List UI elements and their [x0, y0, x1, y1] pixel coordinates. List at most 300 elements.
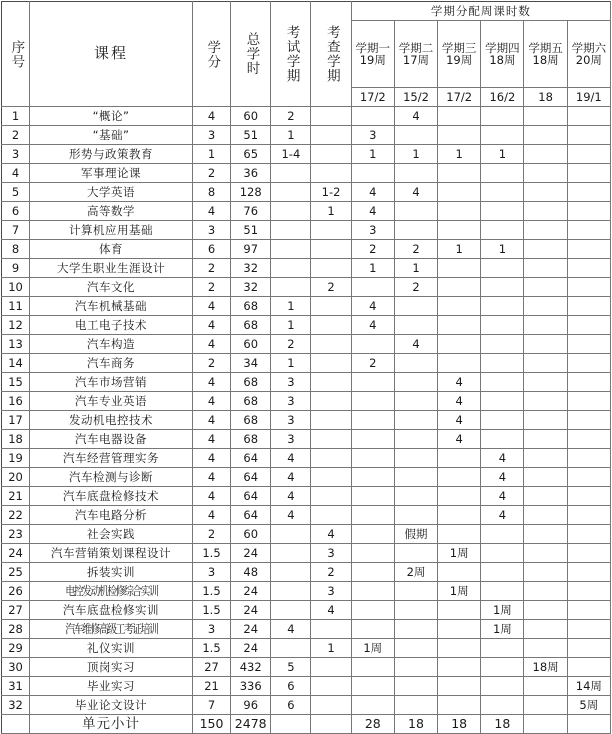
cell-semester-5	[524, 506, 567, 525]
cell-total-hours: 60	[231, 525, 271, 544]
cell-semester-3	[438, 658, 481, 677]
cell-semester-6: 14周	[567, 677, 610, 696]
cell-credit: 1.5	[192, 639, 230, 658]
cell-semester-1	[351, 392, 394, 411]
cell-semester-6	[567, 411, 610, 430]
cell-semester-1	[351, 658, 394, 677]
header-label-check-term: 考查学期	[323, 25, 340, 83]
cell-total-hours: 60	[231, 107, 271, 126]
cell-row-number: 11	[2, 297, 30, 316]
cell-semester-5	[524, 449, 567, 468]
cell-check-term	[311, 107, 351, 126]
cell-semester-3	[438, 601, 481, 620]
cell-semester-4: 1	[481, 240, 524, 259]
header-cell-total-hours	[231, 2, 271, 107]
cell-row-number: 1	[2, 107, 30, 126]
cell-semester-5	[524, 316, 567, 335]
cell-semester-2	[394, 658, 437, 677]
cell-semester-6	[567, 145, 610, 164]
cell-check-term	[311, 259, 351, 278]
header-label-credit: 学分	[204, 39, 221, 69]
cell-semester-5	[524, 544, 567, 563]
cell-total-hours: 68	[231, 373, 271, 392]
table-row	[2, 601, 611, 620]
cell-semester-2	[394, 449, 437, 468]
cell-semester-3	[438, 221, 481, 240]
table-row	[2, 316, 611, 335]
cell-course-name: 汽车电路分析	[30, 506, 193, 525]
header-row-group	[2, 2, 611, 21]
cell-row-number: 14	[2, 354, 30, 373]
cell-semester-2	[394, 202, 437, 221]
cell-check-term: 1	[311, 202, 351, 221]
semester-name: 学期四	[485, 40, 520, 55]
cell-semester-1	[351, 107, 394, 126]
cell-total-hours: 68	[231, 297, 271, 316]
header-cell-semester-1	[351, 21, 394, 88]
cell-total-hours: 48	[231, 563, 271, 582]
cell-exam-term: 3	[271, 430, 311, 449]
cell-credit: 8	[192, 183, 230, 202]
table-row	[2, 449, 611, 468]
cell-course-name: 汽车电器设备	[30, 430, 193, 449]
cell-semester-2	[394, 373, 437, 392]
cell-exam-term	[271, 221, 311, 240]
cell-exam-term	[271, 639, 311, 658]
cell-semester-2	[394, 544, 437, 563]
cell-semester-1	[351, 677, 394, 696]
table-row	[2, 582, 611, 601]
cell-check-term	[311, 316, 351, 335]
cell-semester-1: 4	[351, 316, 394, 335]
cell-exam-term: 1-4	[271, 145, 311, 164]
cell-credit: 4	[192, 297, 230, 316]
cell-credit: 3	[192, 620, 230, 639]
cell-check-term	[311, 145, 351, 164]
cell-credit: 2	[192, 259, 230, 278]
cell-semester-3	[438, 126, 481, 145]
cell-semester-6	[567, 297, 610, 316]
cell-row-number: 21	[2, 487, 30, 506]
cell-total-hours: 64	[231, 449, 271, 468]
cell-course-name: 汽车机械基础	[30, 297, 193, 316]
cell-semester-4	[481, 544, 524, 563]
cell-semester-5	[524, 354, 567, 373]
cell-exam-term: 3	[271, 373, 311, 392]
cell-semester-6	[567, 468, 610, 487]
cell-semester-4: 4	[481, 468, 524, 487]
cell-credit: 4	[192, 392, 230, 411]
cell-row-number: 2	[2, 126, 30, 145]
cell-semester-3	[438, 696, 481, 715]
cell-exam-term: 4	[271, 468, 311, 487]
cell-total-hours: 68	[231, 316, 271, 335]
cell-total-hours: 76	[231, 202, 271, 221]
cell-semester-3	[438, 202, 481, 221]
cell-total-label: 单元小计	[30, 715, 193, 734]
cell-semester-6	[567, 620, 610, 639]
cell-semester-3: 1周	[438, 582, 481, 601]
cell-exam-term	[271, 582, 311, 601]
cell-total-hours: 97	[231, 240, 271, 259]
course-schedule-sheet	[0, 1, 612, 732]
semester-name: 学期五	[528, 40, 563, 55]
cell-exam-term	[271, 202, 311, 221]
cell-check-term	[311, 240, 351, 259]
cell-semester-2: 2	[394, 278, 437, 297]
cell-semester-2: 1	[394, 259, 437, 278]
cell-semester-6	[567, 354, 610, 373]
cell-credit: 4	[192, 468, 230, 487]
cell-total-hours: 24	[231, 544, 271, 563]
cell-course-name: 顶岗实习	[30, 658, 193, 677]
cell-semester-4: 4	[481, 506, 524, 525]
cell-total-hours: 64	[231, 468, 271, 487]
cell-semester-5	[524, 259, 567, 278]
cell-semester-3: 4	[438, 411, 481, 430]
cell-credit: 3	[192, 221, 230, 240]
cell-semester-5	[524, 183, 567, 202]
table-row	[2, 639, 611, 658]
cell-semester-2: 4	[394, 335, 437, 354]
cell-semester-5	[524, 335, 567, 354]
semester-weeks: 17周	[402, 53, 430, 67]
cell-semester-5	[524, 373, 567, 392]
cell-credit: 4	[192, 430, 230, 449]
table-row	[2, 126, 611, 145]
cell-row-number: 9	[2, 259, 30, 278]
cell-check-term	[311, 620, 351, 639]
cell-semester-2	[394, 221, 437, 240]
cell-semester-4	[481, 582, 524, 601]
cell-semester-1	[351, 373, 394, 392]
cell-semester-5	[524, 145, 567, 164]
cell-semester-5	[524, 164, 567, 183]
cell-total-hours: 432	[231, 658, 271, 677]
cell-row-number: 13	[2, 335, 30, 354]
table-row	[2, 411, 611, 430]
cell-course-name: 礼仪实训	[30, 639, 193, 658]
header-cell-semester-6	[567, 21, 610, 88]
cell-semester-3	[438, 677, 481, 696]
cell-total-hours: 336	[231, 677, 271, 696]
cell-total-semester-3: 18	[438, 715, 481, 734]
cell-course-name: 高等数学	[30, 202, 193, 221]
cell-semester-5	[524, 639, 567, 658]
cell-credit: 6	[192, 240, 230, 259]
cell-check-term: 1-2	[311, 183, 351, 202]
cell-row-number: 17	[2, 411, 30, 430]
cell-total-credit: 150	[192, 715, 230, 734]
cell-exam-term	[271, 525, 311, 544]
cell-total-hours: 32	[231, 278, 271, 297]
table-row	[2, 487, 611, 506]
cell-semester-2	[394, 639, 437, 658]
cell-semester-2	[394, 506, 437, 525]
semester-name: 学期二	[398, 40, 434, 55]
table-row	[2, 544, 611, 563]
cell-course-name: 计算机应用基础	[30, 221, 193, 240]
cell-exam-term	[271, 164, 311, 183]
cell-semester-5	[524, 126, 567, 145]
cell-semester-4	[481, 278, 524, 297]
cell-check-term	[311, 430, 351, 449]
cell-semester-5	[524, 202, 567, 221]
cell-semester-3	[438, 449, 481, 468]
cell-semester-3	[438, 506, 481, 525]
cell-course-name: “概论”	[30, 107, 193, 126]
cell-course-name: 体育	[30, 240, 193, 259]
cell-total-hours: 64	[231, 506, 271, 525]
cell-semester-4: 4	[481, 487, 524, 506]
semester-name: 学期三	[441, 40, 477, 55]
cell-exam-term: 4	[271, 620, 311, 639]
table-body	[2, 107, 611, 734]
table-row	[2, 183, 611, 202]
cell-course-name: 汽车营销策划课程设计	[30, 544, 193, 563]
cell-row-number: 16	[2, 392, 30, 411]
cell-semester-4	[481, 563, 524, 582]
cell-semester-1	[351, 601, 394, 620]
cell-credit: 4	[192, 506, 230, 525]
cell-semester-2	[394, 468, 437, 487]
cell-credit: 2	[192, 354, 230, 373]
cell-semester-2: 4	[394, 183, 437, 202]
cell-semester-6	[567, 259, 610, 278]
cell-semester-6	[567, 506, 610, 525]
cell-course-name: 毕业论文设计	[30, 696, 193, 715]
cell-check-term	[311, 658, 351, 677]
cell-check-term	[311, 449, 351, 468]
cell-semester-4	[481, 658, 524, 677]
semester-weeks: 19周	[446, 53, 473, 67]
cell-row-number: 6	[2, 202, 30, 221]
cell-exam-term: 4	[271, 506, 311, 525]
cell-semester-5: 18周	[524, 658, 567, 677]
cell-total-hours: 65	[231, 145, 271, 164]
cell-semester-5	[524, 411, 567, 430]
cell-row-number: 28	[2, 620, 30, 639]
cell-semester-6	[567, 335, 610, 354]
cell-semester-4	[481, 677, 524, 696]
cell-semester-5	[524, 278, 567, 297]
cell-check-term	[311, 221, 351, 240]
cell-semester-4	[481, 639, 524, 658]
cell-check-term: 2	[311, 278, 351, 297]
cell-semester-6	[567, 487, 610, 506]
cell-row-number: 30	[2, 658, 30, 677]
cell-semester-1: 1	[351, 145, 394, 164]
cell-exam-term	[271, 544, 311, 563]
cell-course-name: 汽车维修高级工考证培训	[44, 620, 177, 639]
cell-semester-3	[438, 639, 481, 658]
cell-semester-5	[524, 487, 567, 506]
cell-semester-6: 5周	[567, 696, 610, 715]
cell-semester-5	[524, 696, 567, 715]
cell-semester-2: 1	[394, 145, 437, 164]
cell-row-number: 31	[2, 677, 30, 696]
cell-semester-6	[567, 525, 610, 544]
cell-semester-3: 1周	[438, 544, 481, 563]
cell-row-number: 3	[2, 145, 30, 164]
cell-semester-1: 2	[351, 354, 394, 373]
cell-semester-5	[524, 107, 567, 126]
cell-total-hours: 34	[231, 354, 271, 373]
cell-row-number: 5	[2, 183, 30, 202]
cell-check-term: 3	[311, 544, 351, 563]
cell-course-name: 大学生职业生涯设计	[30, 259, 193, 278]
cell-semester-3	[438, 354, 481, 373]
cell-check-term	[311, 411, 351, 430]
table-row	[2, 620, 611, 639]
cell-semester-4	[481, 392, 524, 411]
cell-semester-3	[438, 335, 481, 354]
cell-semester-4	[481, 316, 524, 335]
cell-total-semester-5	[524, 715, 567, 734]
cell-semester-2	[394, 677, 437, 696]
header-cell-exam-term	[271, 2, 311, 107]
cell-semester-3	[438, 487, 481, 506]
cell-total-check-term	[311, 715, 351, 734]
semester-ratio-5: 18	[524, 88, 567, 107]
cell-exam-term	[271, 259, 311, 278]
cell-credit: 1.5	[192, 544, 230, 563]
cell-credit: 1.5	[192, 582, 230, 601]
cell-credit: 2	[192, 525, 230, 544]
cell-semester-4	[481, 107, 524, 126]
table-row	[2, 259, 611, 278]
cell-semester-4	[481, 525, 524, 544]
cell-check-term	[311, 506, 351, 525]
cell-row-number: 26	[2, 582, 30, 601]
cell-credit: 2	[192, 278, 230, 297]
cell-check-term	[311, 468, 351, 487]
cell-semester-5	[524, 620, 567, 639]
table-row	[2, 392, 611, 411]
cell-semester-3	[438, 316, 481, 335]
cell-semester-3	[438, 107, 481, 126]
cell-course-name: 形势与政策教育	[30, 145, 193, 164]
cell-semester-1	[351, 278, 394, 297]
header-cell-check-term	[311, 2, 351, 107]
cell-semester-2	[394, 126, 437, 145]
cell-total-semester-4: 18	[481, 715, 524, 734]
semester-name: 学期一	[355, 40, 391, 55]
cell-semester-1: 3	[351, 126, 394, 145]
semester-ratio-6: 19/1	[567, 88, 610, 107]
header-label-total-hours: 总学时	[243, 32, 260, 76]
table-row	[2, 221, 611, 240]
semester-name: 学期六	[571, 40, 607, 55]
cell-course-name: 汽车构造	[30, 335, 193, 354]
header-cell-group-title: 学期分配周课时数	[351, 2, 610, 21]
cell-check-term	[311, 487, 351, 506]
cell-semester-5	[524, 297, 567, 316]
cell-exam-term: 6	[271, 696, 311, 715]
cell-semester-1: 1周	[351, 639, 394, 658]
cell-exam-term: 3	[271, 392, 311, 411]
cell-semester-6	[567, 240, 610, 259]
cell-total-hours: 36	[231, 164, 271, 183]
semester-ratio-2: 15/2	[394, 88, 437, 107]
cell-semester-4	[481, 354, 524, 373]
cell-credit: 2	[192, 164, 230, 183]
cell-semester-4	[481, 164, 524, 183]
cell-check-term: 4	[311, 525, 351, 544]
cell-total-hours: 24	[231, 582, 271, 601]
cell-semester-6	[567, 316, 610, 335]
header-cell-semester-3	[438, 21, 481, 88]
cell-semester-5	[524, 468, 567, 487]
cell-semester-6	[567, 658, 610, 677]
cell-course-name: 汽车文化	[30, 278, 193, 297]
header-label-exam-term: 考试学期	[283, 25, 300, 83]
cell-semester-1: 4	[351, 297, 394, 316]
cell-semester-6	[567, 278, 610, 297]
cell-exam-term: 4	[271, 449, 311, 468]
cell-semester-2	[394, 297, 437, 316]
cell-semester-2	[394, 316, 437, 335]
cell-total-exam-term	[271, 715, 311, 734]
cell-course-name: 发动机电控技术	[30, 411, 193, 430]
cell-exam-term: 6	[271, 677, 311, 696]
cell-semester-3	[438, 164, 481, 183]
cell-total-semester-1: 28	[351, 715, 394, 734]
cell-row-number: 15	[2, 373, 30, 392]
cell-semester-5	[524, 430, 567, 449]
cell-semester-5	[524, 677, 567, 696]
cell-check-term	[311, 354, 351, 373]
cell-credit: 4	[192, 107, 230, 126]
cell-semester-3	[438, 563, 481, 582]
cell-total-hours: 2478	[231, 715, 271, 734]
cell-course-name: 汽车商务	[30, 354, 193, 373]
cell-semester-2	[394, 354, 437, 373]
table-row	[2, 468, 611, 487]
cell-semester-3: 1	[438, 145, 481, 164]
cell-course-name: 汽车经营管理实务	[30, 449, 193, 468]
cell-credit: 21	[192, 677, 230, 696]
header-label-course: 课程	[94, 44, 129, 63]
cell-semester-3	[438, 183, 481, 202]
semester-weeks: 18周	[489, 53, 516, 67]
cell-exam-term: 4	[271, 487, 311, 506]
cell-course-name: 大学英语	[30, 183, 193, 202]
cell-check-term	[311, 696, 351, 715]
cell-check-term	[311, 126, 351, 145]
cell-credit: 4	[192, 487, 230, 506]
table-row	[2, 145, 611, 164]
cell-row-number: 19	[2, 449, 30, 468]
cell-check-term: 3	[311, 582, 351, 601]
cell-course-name: 汽车底盘检修实训	[30, 601, 193, 620]
cell-total-hours: 60	[231, 335, 271, 354]
cell-total-hours: 64	[231, 487, 271, 506]
cell-semester-1: 4	[351, 183, 394, 202]
cell-course-name: “基础”	[30, 126, 193, 145]
cell-exam-term: 1	[271, 354, 311, 373]
cell-semester-3: 4	[438, 373, 481, 392]
cell-semester-1	[351, 525, 394, 544]
cell-course-name: 军事理论课	[30, 164, 193, 183]
cell-check-term	[311, 335, 351, 354]
semester-ratio-4: 16/2	[481, 88, 524, 107]
cell-semester-6	[567, 221, 610, 240]
table-row	[2, 563, 611, 582]
cell-row-number: 27	[2, 601, 30, 620]
cell-course-name: 毕业实习	[30, 677, 193, 696]
header-cell-semester-2	[394, 21, 437, 88]
